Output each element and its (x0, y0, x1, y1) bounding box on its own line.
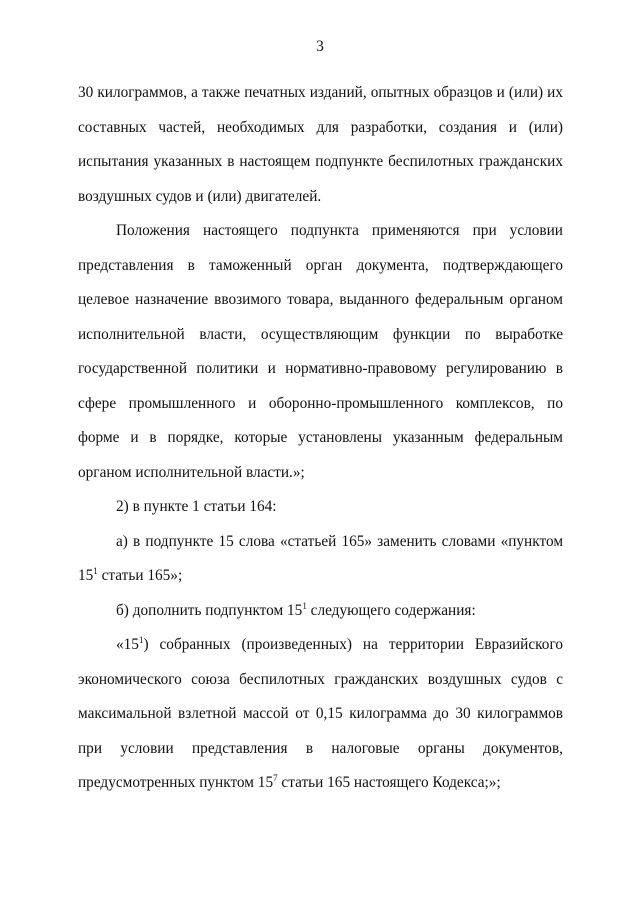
quote-end: статьи 165 настоящего Кодекса;»; (277, 774, 501, 791)
quote-superscript-1: 1 (138, 634, 144, 645)
quote-text: ) собранных (произведенных) на территории Евразийского экономического союза беспилотных гражданских воздушных судов с максимальной взлетной массой от 0,15 килограмма до 30 килограммов при условии представления в налоговые органы документов, предусмотренных пунктом 15 (78, 636, 563, 791)
quote-superscript-7: 7 (273, 772, 278, 783)
item-b-text: б) дополнить подпунктом 15 (116, 601, 303, 619)
item-a-text-end: статьи 165»; (97, 567, 183, 584)
paragraph-continuation: 30 килограммов, а также печатных изданий, опытных образцов и (или) их составных частей, необходимых для разработки, создания и (или) испытания указанных в настоящем подпункте беспилотных гражданских воздушных судов и (или) двигателей. (78, 84, 563, 205)
paragraph-provisions: Положения настоящего подпункта применяются при условии представления в таможенный орган документа, подтверждающего целевое назначение ввозимого товара, выданного федеральным органом исполнительной власти, осуществляющим функции по выработке государственной политики и нормативно-правовому регулированию в сфере промышленного и оборонно-промышленного комплексов, по форме и в порядке, которые установлены указанным федеральным органом исполнительной власти.»; (78, 222, 563, 481)
paragraph-item-2: 2) в пункте 1 статьи 164: (116, 498, 277, 515)
paragraph-quoted-subitem (78, 628, 563, 801)
item-a-text: а) в подпункте 15 слова «статьей 165» заменить словами «пунктом 15 (78, 532, 563, 584)
paragraph-item-a (78, 525, 563, 594)
paragraph-item-b (78, 594, 563, 629)
page-number: 3 (316, 38, 324, 55)
item-a-superscript: 1 (93, 565, 98, 576)
item-b-superscript: 1 (302, 600, 307, 611)
document-body (78, 76, 563, 801)
quote-open: «15 (116, 636, 139, 653)
item-b-text-end: следующего содержания: (306, 601, 476, 619)
